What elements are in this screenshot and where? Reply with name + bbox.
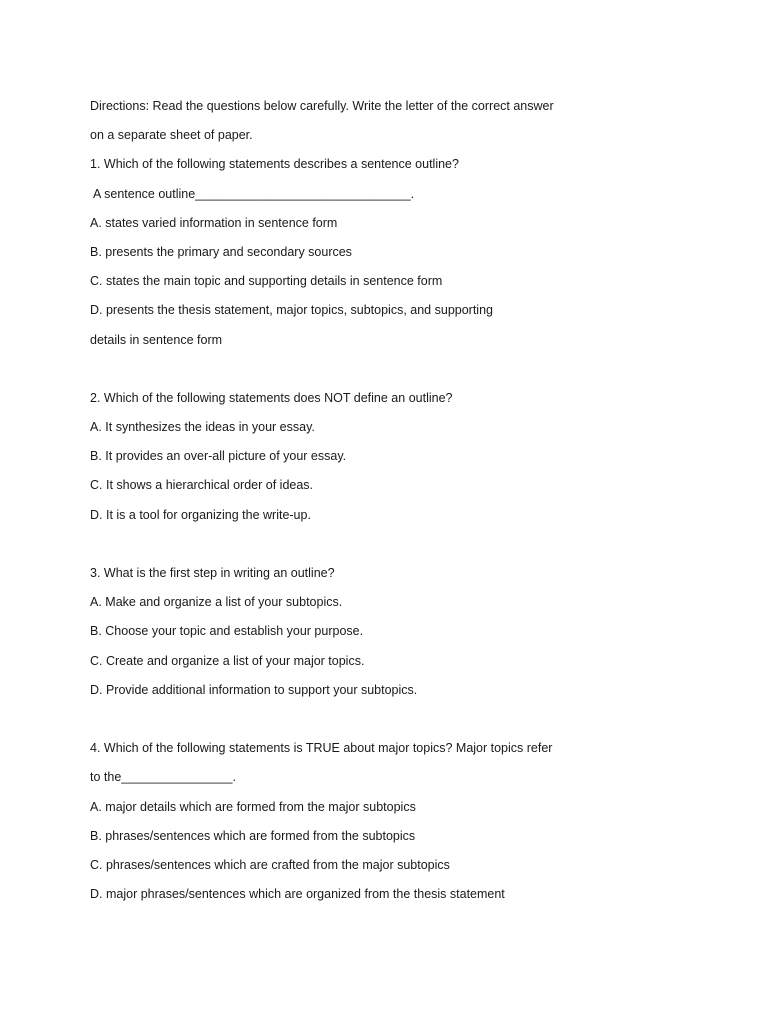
question-4-choice-a: A. major details which are formed from the major subtopics — [90, 799, 416, 814]
question-3-choice-d: D. Provide additional information to support your subtopics. — [90, 682, 418, 697]
question-2-choice-d: D. It is a tool for organizing the write-up. — [90, 507, 311, 522]
question-1-choice-c: C. states the main topic and supporting details in sentence form — [90, 274, 443, 289]
directions-line-2: on a separate sheet of paper. — [90, 128, 253, 143]
spacer — [90, 530, 710, 559]
spacer — [90, 705, 710, 734]
document-page — [90, 92, 710, 909]
directions-line-1: Directions: Read the questions below carefully. Write the letter of the correct answer — [90, 99, 554, 113]
question-3-stem: 3. What is the first step in writing an outline? — [90, 566, 335, 580]
question-1-stem-continued: A sentence outline_______________________________. — [93, 186, 415, 201]
question-4-choice-d: D. major phrases/sentences which are organized from the thesis statement — [90, 887, 505, 902]
question-3-choice-a: A. Make and organize a list of your subtopics. — [90, 595, 343, 610]
question-1-choice-a: A. states varied information in sentence form — [90, 215, 338, 230]
question-1-choice-b: B. presents the primary and secondary sources — [90, 244, 352, 259]
spacer — [90, 355, 710, 384]
question-4-stem-continued: to the________________. — [90, 770, 236, 785]
question-1-choice-d-continued: details in sentence form — [90, 332, 223, 347]
question-4-stem: 4. Which of the following statements is TRUE about major topics? Major topics refer — [90, 741, 553, 756]
question-2-stem: 2. Which of the following statements does NOT define an outline? — [90, 390, 453, 405]
question-4-choice-b: B. phrases/sentences which are formed from the subtopics — [90, 828, 416, 843]
question-3-choice-c: C. Create and organize a list of your major topics. — [90, 653, 365, 668]
question-2-choice-c: C. It shows a hierarchical order of ideas. — [90, 478, 314, 493]
question-2-choice-a: A. It synthesizes the ideas in your essay. — [90, 420, 315, 435]
question-3-choice-b: B. Choose your topic and establish your purpose. — [90, 624, 364, 639]
question-1-stem: 1. Which of the following statements describes a sentence outline? — [90, 157, 459, 172]
question-2-choice-b: B. It provides an over-all picture of your essay. — [90, 449, 347, 464]
question-1-choice-d: D. presents the thesis statement, major topics, subtopics, and supporting — [90, 303, 493, 318]
question-4-choice-c: C. phrases/sentences which are crafted from the major subtopics — [90, 857, 450, 872]
